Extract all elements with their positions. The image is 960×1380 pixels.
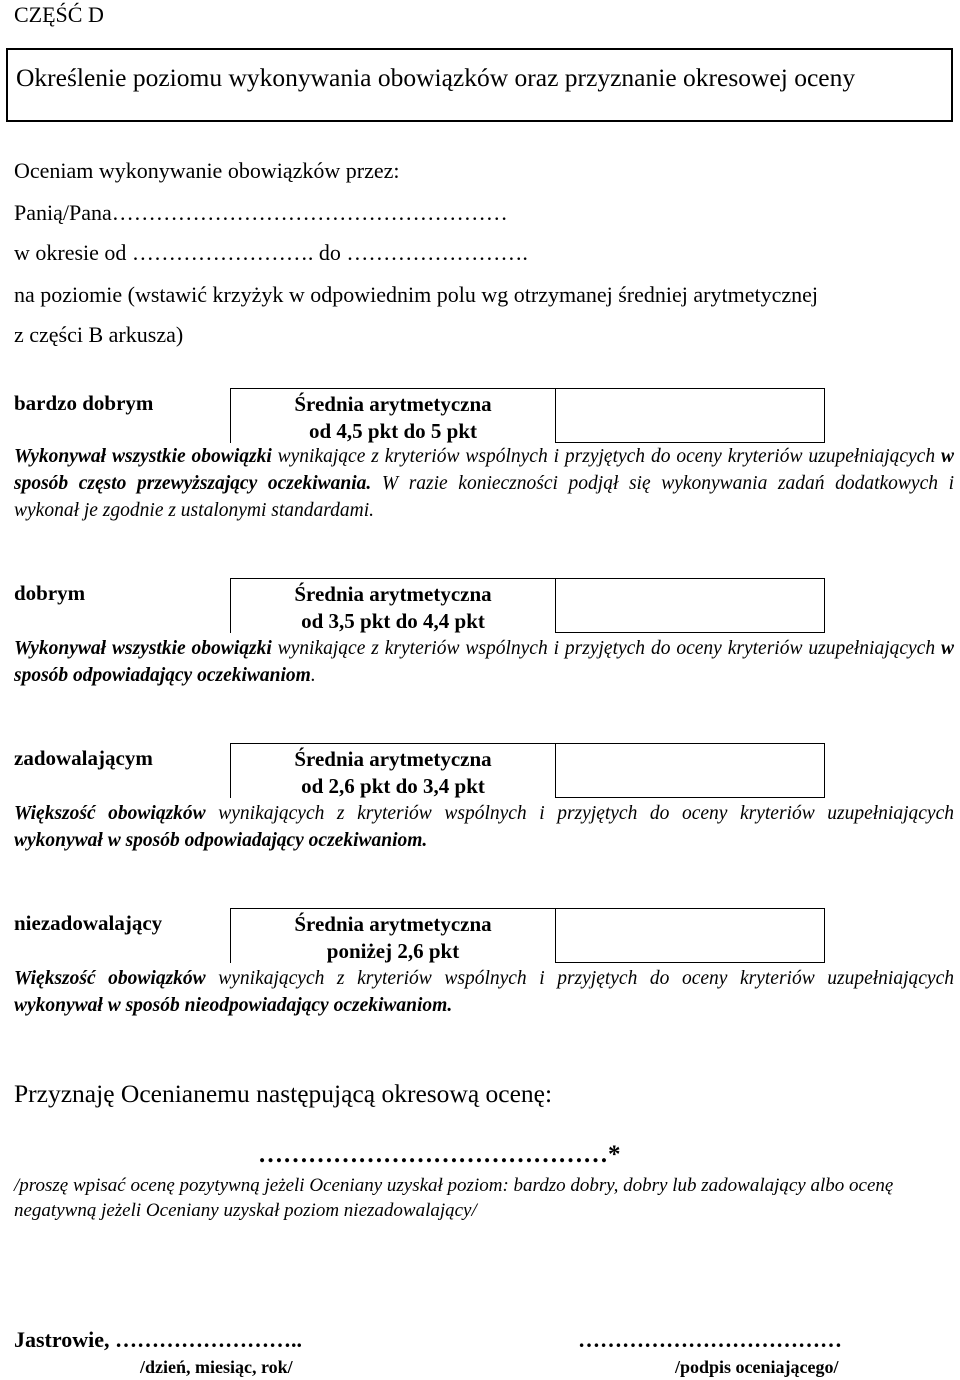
desc-part: .	[310, 665, 316, 686]
page-title: Określenie poziomu wykonywania obowiązków oraz przyznanie okresowej oceny	[16, 63, 856, 92]
desc-part: w sposób często przewyższający oczekiwania.	[14, 446, 954, 494]
intro-line-name: Panią/Pana………………………………………………	[14, 200, 508, 225]
intro-line-5: z części B arkusza)	[14, 322, 184, 347]
desc-part: Większość obowiązków	[14, 968, 206, 989]
desc-part: wynikające z kryteriów wspólnych i przyjętych do oceny kryteriów uzupełniających	[271, 638, 941, 659]
title-box	[6, 48, 953, 122]
mark-box-niezadowalajacy[interactable]	[555, 908, 825, 963]
level-description	[14, 965, 954, 1019]
desc-part: Większość obowiązków	[14, 803, 206, 824]
part-label: CZĘŚĆ D	[14, 2, 104, 27]
level-description	[14, 443, 954, 524]
grant-note: /proszę wpisać ocenę pozytywną jeżeli Oceniany uzyskał poziom: bardzo dobry, dobry lub zadowalający albo ocenę negatywną jeżeli Oceniany uzyskał poziom niezadowalający/	[14, 1175, 894, 1221]
range-value: od 2,6 pkt do 3,4 pkt	[301, 774, 485, 798]
range-cell	[230, 578, 556, 633]
intro-line-1: Oceniam wykonywanie obowiązków przez:	[14, 158, 400, 183]
desc-part: wynikających z kryteriów wspólnych i przyjętych do oceny kryteriów uzupełniających	[205, 968, 954, 989]
mark-box-bardzo-dobry[interactable]	[555, 388, 825, 443]
level-description	[14, 800, 954, 854]
desc-part: wykonywał w sposób nieodpowiadający oczekiwaniom.	[14, 995, 453, 1016]
grant-heading: Przyznaję Ocenianemu następującą okresową ocenę:	[14, 1079, 553, 1108]
date-caption: /dzień, miesiąc, rok/	[140, 1357, 293, 1377]
desc-part: wykonywał w sposób odpowiadający oczekiwaniom.	[14, 830, 428, 851]
intro-line-period: w okresie od ……………………. do …………………….	[14, 240, 528, 265]
range-value: od 4,5 pkt do 5 pkt	[308, 419, 478, 443]
range-value: poniżej 2,6 pkt	[326, 939, 460, 963]
range-title: Średnia arytmetyczna	[294, 912, 492, 936]
level-name: bardzo dobrym	[14, 391, 154, 415]
grade-input-line[interactable]: ……………………………………*	[258, 1141, 621, 1168]
range-title: Średnia arytmetyczna	[294, 582, 492, 606]
intro-line-4: na poziomie (wstawić krzyżyk w odpowiednim polu wg otrzymanej średniej arytmetycznej	[14, 282, 818, 307]
desc-part: wynikające z kryteriów wspólnych i przyjętych do oceny kryteriów uzupełniających	[271, 446, 941, 467]
signature-caption: /podpis oceniającego/	[675, 1357, 839, 1377]
mark-box-dobry[interactable]	[555, 578, 825, 633]
desc-part: Wykonywał wszystkie obowiązki	[14, 638, 272, 659]
desc-part: Wykonywał wszystkie obowiązki	[14, 446, 272, 467]
range-cell	[230, 743, 556, 798]
desc-part: w sposób odpowiadający oczekiwaniom	[14, 638, 954, 686]
range-title: Średnia arytmetyczna	[294, 392, 492, 416]
desc-part: W razie konieczności podjął się wykonywania zadań dodatkowych i wykonał je zgodnie z ustalonymi standardami.	[14, 473, 954, 521]
range-title: Średnia arytmetyczna	[294, 747, 492, 771]
place-date-line[interactable]: Jastrowie, ……………………..	[14, 1327, 303, 1352]
range-cell	[230, 388, 556, 443]
mark-box-zadowalajacy[interactable]	[555, 743, 825, 798]
level-name: zadowalającym	[14, 746, 153, 770]
signature-line[interactable]: ………………………………	[578, 1327, 842, 1352]
range-cell	[230, 908, 556, 963]
level-description	[14, 635, 954, 689]
level-name: niezadowalający	[14, 911, 163, 935]
range-value: od 3,5 pkt do 4,4 pkt	[301, 609, 485, 633]
level-name: dobrym	[14, 581, 86, 605]
desc-part: wynikających z kryteriów wspólnych i przyjętych do oceny kryteriów uzupełniających	[205, 803, 954, 824]
